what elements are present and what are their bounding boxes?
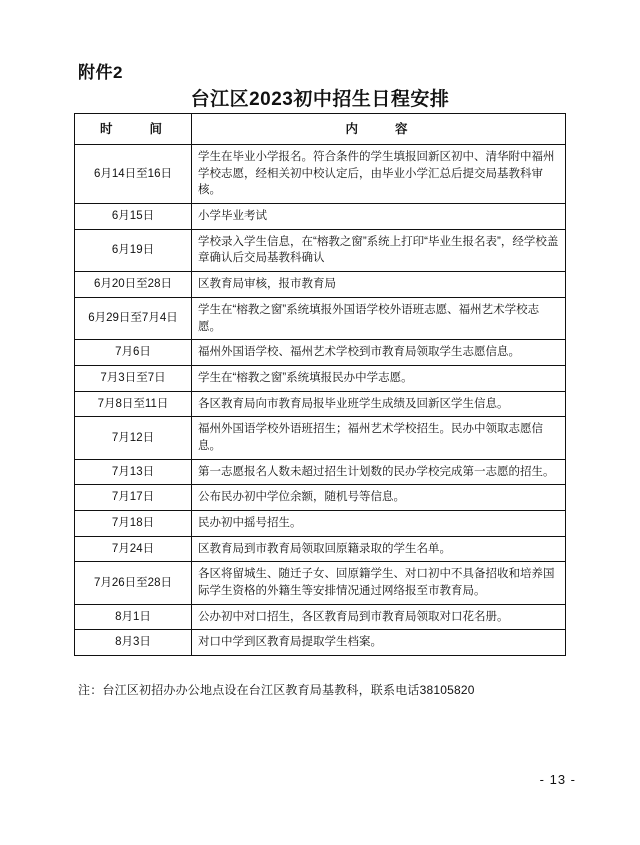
- cell-time: 6月29日至7月4日: [75, 297, 192, 339]
- cell-content: 区教育局到市教育局领取回原籍录取的学生名单。: [192, 536, 566, 562]
- cell-content: 各区教育局向市教育局报毕业班学生成绩及回新区学生信息。: [192, 391, 566, 417]
- cell-time: 7月6日: [75, 340, 192, 366]
- table-header: [75, 114, 566, 145]
- cell-content: 区教育局审核，报市教育局: [192, 272, 566, 298]
- table-row: [75, 391, 566, 417]
- cell-content: 各区将留城生、随迁子女、回原籍学生、对口初中不具备招收和培养国际学生资格的外籍生等安排情况通过网络报至市教育局。: [192, 562, 566, 604]
- table-row: [75, 604, 566, 630]
- schedule-table: [74, 113, 566, 656]
- cell-time: 7月26日至28日: [75, 562, 192, 604]
- table-row: [75, 630, 566, 656]
- table-row: [75, 365, 566, 391]
- cell-time: 7月13日: [75, 459, 192, 485]
- table-row: [75, 297, 566, 339]
- cell-time: 6月19日: [75, 229, 192, 271]
- cell-time: 7月24日: [75, 536, 192, 562]
- cell-time: 8月3日: [75, 630, 192, 656]
- table-row: [75, 229, 566, 271]
- column-header-content: 内 容: [192, 114, 566, 145]
- cell-content: 公办初中对口招生，各区教育局到市教育局领取对口花名册。: [192, 604, 566, 630]
- cell-time: 7月8日至11日: [75, 391, 192, 417]
- table-row: [75, 459, 566, 485]
- footer-note: 注：台江区初招办办公地点设在台江区教育局基教科，联系电话38105820: [78, 683, 475, 697]
- cell-time: 7月17日: [75, 485, 192, 511]
- cell-content: 对口中学到区教育局提取学生档案。: [192, 630, 566, 656]
- table-row: [75, 536, 566, 562]
- cell-content: 学生在“榕教之窗”系统填报民办中学志愿。: [192, 365, 566, 391]
- table-body: [75, 145, 566, 656]
- cell-content: 学校录入学生信息，在“榕教之窗”系统上打印“毕业生报名表”，经学校盖章确认后交局基教科确认: [192, 229, 566, 271]
- attachment-label: 附件2: [78, 63, 123, 82]
- table-row: [75, 417, 566, 459]
- table-row: [75, 145, 566, 204]
- cell-content: 福州外国语学校、福州艺术学校到市教育局领取学生志愿信息。: [192, 340, 566, 366]
- table-row: [75, 510, 566, 536]
- cell-content: 第一志愿报名人数未超过招生计划数的民办学校完成第一志愿的招生。: [192, 459, 566, 485]
- cell-content: 民办初中摇号招生。: [192, 510, 566, 536]
- cell-time: 8月1日: [75, 604, 192, 630]
- cell-time: 7月12日: [75, 417, 192, 459]
- cell-time: 6月15日: [75, 204, 192, 230]
- table-row: [75, 562, 566, 604]
- cell-content: 公布民办初中学位余额，随机号等信息。: [192, 485, 566, 511]
- table-row: [75, 204, 566, 230]
- page-title: 台江区2023初中招生日程安排: [190, 89, 450, 110]
- column-header-time: 时 间: [75, 114, 192, 145]
- cell-time: 6月14日至16日: [75, 145, 192, 204]
- cell-time: 7月18日: [75, 510, 192, 536]
- table-row: [75, 272, 566, 298]
- cell-time: 6月20日至28日: [75, 272, 192, 298]
- page-number: - 13 -: [539, 772, 576, 787]
- schedule-table-container: [74, 113, 566, 656]
- table-header-row: [75, 114, 566, 145]
- cell-content: 福州外国语学校外语班招生；福州艺术学校招生。民办中领取志愿信息。: [192, 417, 566, 459]
- table-row: [75, 340, 566, 366]
- cell-content: 学生在“榕教之窗”系统填报外国语学校外语班志愿、福州艺术学校志愿。: [192, 297, 566, 339]
- table-row: [75, 485, 566, 511]
- cell-content: 小学毕业考试: [192, 204, 566, 230]
- cell-time: 7月3日至7日: [75, 365, 192, 391]
- cell-content: 学生在毕业小学报名。符合条件的学生填报回新区初中、清华附中福州学校志愿，经相关初中校认定后，由毕业小学汇总后提交局基教科审核。: [192, 145, 566, 204]
